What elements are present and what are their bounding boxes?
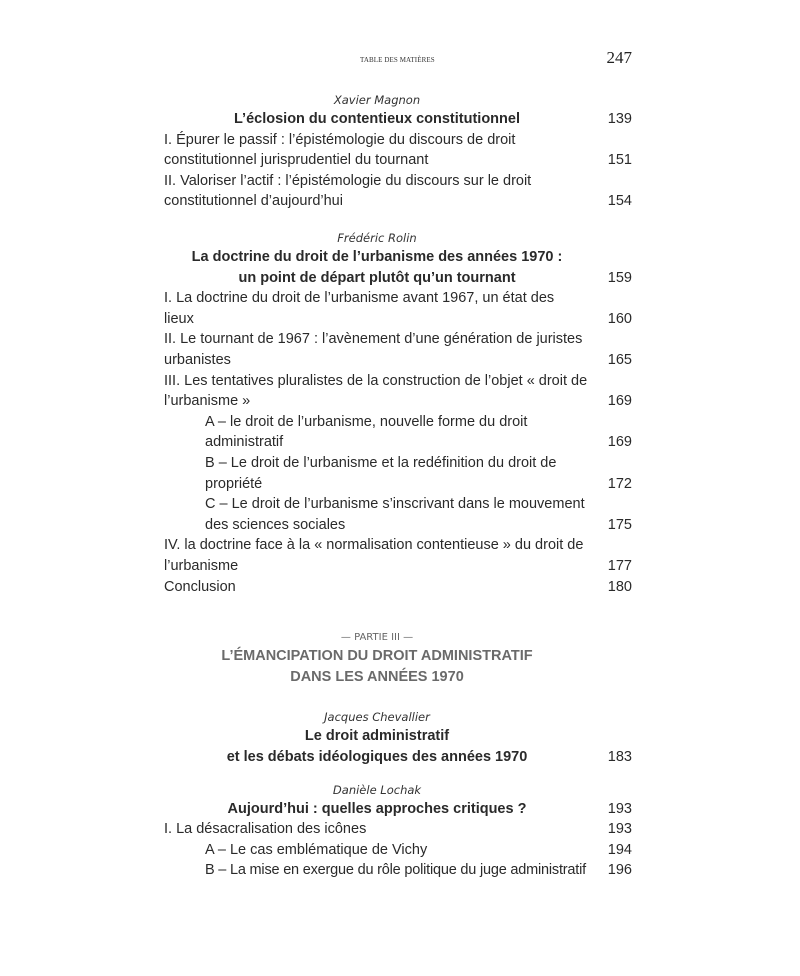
toc-entry-text: II. Le tournant de 1967 : l’avènement d’une génération de juristes xyxy=(164,331,583,348)
part-title xyxy=(164,646,632,667)
page-number: 247 xyxy=(606,48,632,67)
author-name: Danièle Lochak xyxy=(332,782,422,797)
toc-entry-text: Conclusion xyxy=(164,578,236,595)
toc-entry xyxy=(164,391,632,412)
toc-entry xyxy=(164,288,632,309)
toc-entry-text: propriété xyxy=(205,475,263,492)
toc-entry-text: des sciences sociales xyxy=(205,516,346,533)
author-row xyxy=(164,707,632,728)
toc-entry-text: urbanistes xyxy=(164,352,231,368)
toc-entry xyxy=(164,150,632,171)
part-title xyxy=(164,667,632,688)
toc-entry-text: III. Les tentatives pluralistes de la construction de l’objet « droit de xyxy=(164,372,588,389)
toc-entry xyxy=(164,577,632,598)
running-title: TABLE DES MATIÈRES xyxy=(360,56,435,64)
toc-entry-text: I. La doctrine du droit de l’urbanisme avant 1967, un état des xyxy=(164,290,555,307)
part-label-text: — PARTIE III — xyxy=(340,632,414,644)
toc-entry xyxy=(164,474,632,495)
chapter-title-text: Le droit administratif xyxy=(304,728,450,745)
toc-entry xyxy=(164,412,632,433)
toc-entry xyxy=(164,309,632,330)
page-ref: 160 xyxy=(596,309,632,330)
author-name: Frédéric Rolin xyxy=(337,231,417,245)
page-ref: 169 xyxy=(596,391,632,412)
chapter-title-text: La doctrine du droit de l’urbanisme des années 1970 : xyxy=(191,249,563,265)
toc-entry xyxy=(164,453,632,474)
toc-entry xyxy=(164,191,632,212)
toc-entry xyxy=(164,515,632,536)
part-title-text: L’ÉMANCIPATION DU DROIT ADMINISTRATIF xyxy=(221,648,533,665)
part-label xyxy=(164,627,632,648)
toc-entry-text: administratif xyxy=(205,434,284,451)
toc-entry xyxy=(164,432,632,453)
chapter-title xyxy=(164,109,632,130)
chapter-title xyxy=(164,799,632,820)
page-ref: 154 xyxy=(596,191,632,212)
part-title-text: DANS LES ANNÉES 1970 xyxy=(290,668,464,685)
toc-entry xyxy=(164,329,632,350)
page-ref: 169 xyxy=(596,432,632,453)
toc-entry xyxy=(164,494,632,515)
page-ref: 172 xyxy=(596,474,632,495)
page-ref: 180 xyxy=(596,577,632,598)
toc-entry-text: l’urbanisme xyxy=(164,558,239,574)
author-row xyxy=(164,228,632,249)
page-ref: 165 xyxy=(596,350,632,371)
toc-entry-text: I. La désacralisation des icônes xyxy=(164,821,367,838)
toc-entry xyxy=(164,171,632,192)
toc-entry xyxy=(164,350,632,371)
toc-entry-text: IV. la doctrine face à la « normalisation contentieuse » du droit de xyxy=(164,537,584,554)
toc-entry-text: constitutionnel d’aujourd’hui xyxy=(164,193,343,210)
page-ref: 139 xyxy=(596,109,632,130)
toc-entry-text: B – Le droit de l’urbanisme et la redéfinition du droit de xyxy=(205,455,557,471)
page-ref: 193 xyxy=(596,799,632,820)
page-ref: 151 xyxy=(596,150,632,171)
page-ref: 194 xyxy=(596,840,632,861)
toc-entry-text: II. Valoriser l’actif : l’épistémologie du discours sur le droit xyxy=(164,172,532,189)
page-header xyxy=(164,48,632,72)
toc-entry-text: C – Le droit de l’urbanisme s’inscrivant dans le mouvement xyxy=(205,496,585,513)
chapter-title xyxy=(164,726,632,747)
chapter-title-text: un point de départ plutôt qu’un tournant xyxy=(238,269,516,286)
page-ref: 159 xyxy=(596,268,632,289)
toc-entry-text: A – Le cas emblématique de Vichy xyxy=(205,841,428,858)
page-ref: 196 xyxy=(596,860,632,881)
author-name: Jacques Chevallier xyxy=(324,710,430,725)
chapter-title xyxy=(164,268,632,289)
page-ref: 193 xyxy=(596,819,632,840)
chapter-title-text: et les débats idéologiques des années 1970 xyxy=(226,749,528,765)
toc-entry xyxy=(164,535,632,556)
page-ref: 177 xyxy=(596,556,632,577)
toc-entry xyxy=(164,130,632,151)
toc-entry-text: lieux xyxy=(164,310,194,327)
toc-entry-text: B – La mise en exergue du rôle politique du juge administratif xyxy=(205,862,586,879)
chapter-title-text: L’éclosion du contentieux constitutionnel xyxy=(234,111,520,127)
toc-entry xyxy=(164,556,632,577)
toc-entry xyxy=(164,860,632,881)
toc-entry-text: l’urbanisme » xyxy=(164,393,251,410)
author-row xyxy=(164,780,632,801)
chapter-title xyxy=(164,247,632,268)
toc-entry-text: I. Épurer le passif : l’épistémologie du discours de droit xyxy=(164,131,516,148)
author-row xyxy=(164,90,632,111)
chapter-title xyxy=(164,747,632,768)
chapter-title-text: Aujourd’hui : quelles approches critiques ? xyxy=(227,800,527,817)
toc-entry xyxy=(164,840,632,861)
toc-entry xyxy=(164,371,632,392)
author-name: Xavier Magnon xyxy=(333,93,421,107)
toc-entry xyxy=(164,819,632,840)
page-ref: 175 xyxy=(596,515,632,536)
page-ref: 183 xyxy=(596,747,632,768)
toc-entry-text: A – le droit de l’urbanisme, nouvelle forme du droit xyxy=(205,413,528,430)
toc-entry-text: constitutionnel jurisprudentiel du tournant xyxy=(164,152,429,169)
